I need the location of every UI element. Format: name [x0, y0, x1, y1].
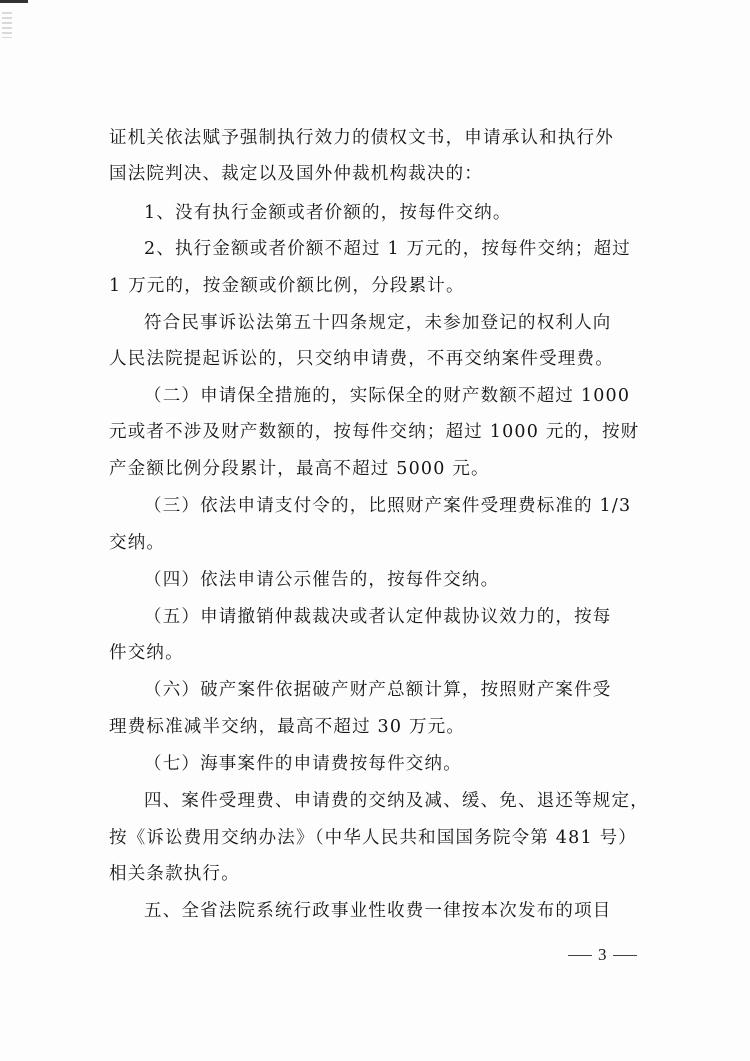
scan-smudge: [2, 12, 12, 38]
text-line: 1、没有执行金额或者价额的，按每件交纳。: [144, 203, 512, 223]
text-line: 件交纳。: [109, 643, 184, 663]
text-line: 1 万元的，按金额或价额比例，分段累计。: [109, 276, 465, 296]
text-line: 理费标准减半交纳，最高不超过 30 万元。: [109, 717, 466, 737]
text-line: （三）依法申请支付令的，比照财产案件受理费标准的 1/3: [144, 496, 632, 516]
page-number: [568, 945, 648, 965]
text-line: （六）破产案件依据破产财产总额计算，按照财产案件受: [144, 680, 612, 700]
text-line: （四）依法申请公示催告的，按每件交纳。: [144, 570, 500, 590]
page-number-dash-left: [568, 955, 592, 956]
text-line: 元或者不涉及财产数额的，按每件交纳；超过 1000 元的，按财: [109, 422, 640, 442]
page-number-dash-right: [613, 955, 637, 956]
text-line: （二）申请保全措施的，实际保全的财产数额不超过 1000: [144, 386, 631, 406]
page-number-value: 3: [598, 945, 607, 964]
text-line: 五、全省法院系统行政事业性收费一律按本次发布的项目: [144, 901, 612, 921]
text-line: 人民法院提起诉讼的，只交纳申请费，不再交纳案件受理费。: [109, 349, 614, 369]
text-line: 证机关依法赋予强制执行效力的债权文书，申请承认和执行外: [109, 128, 614, 148]
scan-corner-mark: [0, 0, 28, 9]
text-line: 四、案件受理费、申请费的交纳及减、缓、免、退还等规定，: [144, 791, 649, 811]
text-line: （五）申请撤销仲裁裁决或者认定仲裁协议效力的，按每: [144, 607, 612, 627]
text-line: 相关条款执行。: [109, 864, 240, 884]
text-line: 2、执行金额或者价额不超过 1 万元的，按每件交纳；超过: [144, 239, 631, 259]
text-line: 产金额比例分段累计，最高不超过 5000 元。: [109, 459, 490, 479]
text-line: 交纳。: [109, 533, 166, 553]
text-line: 按《诉讼费用交纳办法》（中华人民共和国国务院令第 481 号）: [109, 828, 637, 848]
text-line: （七）海事案件的申请费按每件交纳。: [144, 754, 462, 774]
text-line: 符合民事诉讼法第五十四条规定，未参加登记的权利人向: [144, 313, 612, 333]
text-line: 国法院判决、裁定以及国外仲裁机构裁决的：: [109, 164, 483, 184]
